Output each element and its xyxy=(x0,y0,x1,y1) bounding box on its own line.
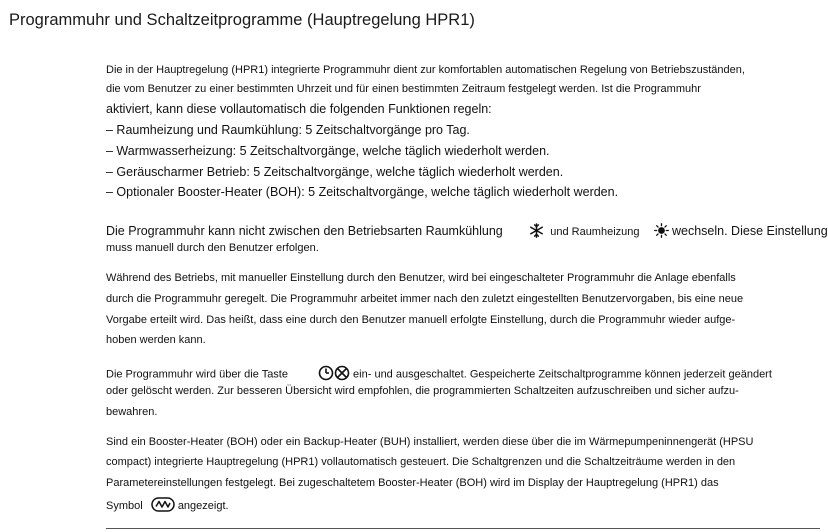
button-text-b: ein- und ausgeschaltet. Gespeicherte Zeitschaltprogramme können jederzeit geändert xyxy=(353,368,772,381)
button-line-3: bewahren. xyxy=(106,406,158,418)
intro-line-1: Die in der Hauptregelung (HPR1) integrierte Programmuhr dient zur komfortablen automatischen Regelung von Betriebszuständen, xyxy=(106,64,745,76)
bottom-divider xyxy=(106,528,820,529)
bullet-room-heating: – Raumheizung und Raumkühlung: 5 Zeitschaltvorgänge pro Tag. xyxy=(106,123,470,137)
booster-heater-icon xyxy=(151,497,175,515)
modes-text-a: Die Programmuhr kann nicht zwischen den Betriebsarten Raumkühlung xyxy=(106,224,503,239)
operation-line-3: Vorgabe erteilt wird. Das heißt, dass eine durch den Benutzer manuell erfolgte Einstellung, durch die Programmuhr wieder aufge- xyxy=(106,314,736,326)
intro-line-3: aktiviert, kann diese vollautomatisch die folgenden Funktionen regeln: xyxy=(106,102,492,116)
modes-text-b: und Raumheizung xyxy=(550,226,640,239)
button-line-1 xyxy=(106,365,772,384)
intro-line-2: die vom Benutzer zu einer bestimmten Uhrzeit und für einen bestimmten Zeitraum festgelegt werden. Ist die Programmuhr xyxy=(106,83,701,95)
button-text-a: Die Programmuhr wird über die Taste xyxy=(106,368,288,381)
booster-text-b: angezeigt. xyxy=(177,499,229,512)
bullet-quiet-mode: – Geräuscharmer Betrieb: 5 Zeitschaltvorgänge, welche täglich wiederholt werden. xyxy=(106,165,564,179)
booster-line-3: Parametereinstellungen festgelegt. Bei zugeschaltetem Booster-Heater (BOH) wird im Display der Hauptregelung (HPR1) das xyxy=(106,477,719,489)
modes-line-1 xyxy=(106,223,828,241)
sun-icon xyxy=(654,223,669,241)
bullet-hot-water: – Warmwasserheizung: 5 Zeitschaltvorgänge, welche täglich wiederholt werden. xyxy=(106,144,550,158)
operation-line-4: hoben werden kann. xyxy=(106,334,206,346)
clock-timer-icon xyxy=(318,365,334,384)
page-title: Programmuhr und Schaltzeitprogramme (Hauptregelung HPR1) xyxy=(9,11,475,29)
booster-line-2: compact) integrierte Hauptregelung (HPR1) vollautomatisch gesteuert. Die Schaltgrenzen und die Schaltzeiträume werden in den xyxy=(106,456,736,468)
booster-line-4 xyxy=(106,497,229,515)
operation-line-1: Während des Betriebs, mit manueller Einstellung durch den Benutzer, wird bei eingeschalteter Programmuhr die Anlage ebenfalls xyxy=(106,272,736,284)
bullet-booster-heater: – Optionaler Booster-Heater (BOH): 5 Zeitschaltvorgänge, welche täglich wiederholt werden. xyxy=(106,185,619,199)
modes-line-2: muss manuell durch den Benutzer erfolgen. xyxy=(106,242,319,254)
snowflake-icon xyxy=(529,223,544,241)
modes-text-c: wechseln. Diese Einstellung xyxy=(672,224,828,239)
button-line-2: oder gelöscht werden. Zur besseren Übersicht wird empfohlen, die programmierten Schaltzeiten aufzuschreiben und sicher aufzu- xyxy=(106,385,739,397)
booster-line-1: Sind ein Booster-Heater (BOH) oder ein Backup-Heater (BUH) installiert, werden diese über die im Wärmepumpeninnengerät (HPSU xyxy=(106,436,754,448)
operation-line-2: durch die Programmuhr geregelt. Die Programmuhr arbeitet immer nach den zuletzt eingestellten Benutzervorgaben, bis eine neue xyxy=(106,293,744,305)
timer-off-icon xyxy=(334,365,350,384)
booster-text-a: Symbol xyxy=(106,499,143,512)
